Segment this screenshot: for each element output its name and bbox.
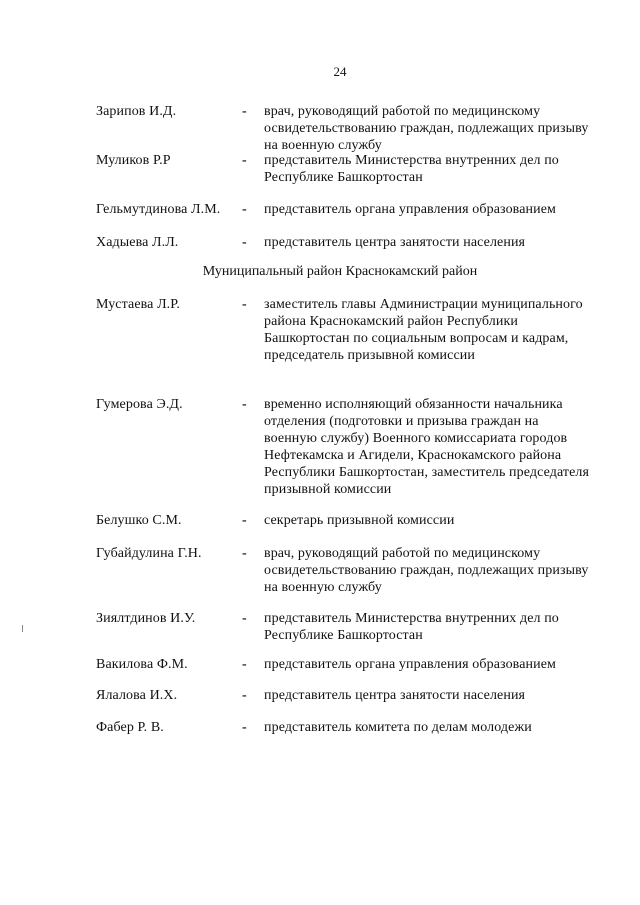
member-role: врач, руководящий работой по медицинскому освидетельствованию граждан, подлежащих призыву на военную службу xyxy=(264,546,589,595)
section-heading: Муниципальный район Краснокамский район xyxy=(202,264,478,279)
member-role: представитель Министерства внутренних дел по Республике Башкортостан xyxy=(264,153,559,185)
dash-separator: - xyxy=(242,546,247,561)
dash-separator: - xyxy=(242,104,247,119)
member-name: Муликов Р.Р xyxy=(96,153,171,168)
member-name: Гумерова Э.Д. xyxy=(96,397,183,412)
dash-separator: - xyxy=(242,235,247,250)
member-role: секретарь призывной комиссии xyxy=(264,513,455,528)
dash-separator: - xyxy=(242,720,247,735)
member-role: представитель органа управления образованием xyxy=(264,657,556,672)
dash-separator: - xyxy=(242,688,247,703)
dash-separator: - xyxy=(242,657,247,672)
member-name: Фабер Р. В. xyxy=(96,720,164,735)
member-name: Зарипов И.Д. xyxy=(96,104,177,119)
dash-separator: - xyxy=(242,397,247,412)
member-role: представитель Министерства внутренних дел по Республике Башкортостан xyxy=(264,611,559,643)
member-role: врач, руководящий работой по медицинскому освидетельствованию граждан, подлежащих призыву на военную службу xyxy=(264,104,589,153)
member-name: Мустаева Л.Р. xyxy=(96,297,181,312)
member-role: представитель центра занятости населения xyxy=(264,688,526,703)
dash-separator: - xyxy=(242,153,247,168)
member-role: представитель органа управления образованием xyxy=(264,202,556,217)
member-name: Белушко С.М. xyxy=(96,513,182,528)
dash-separator: - xyxy=(242,297,247,312)
member-role: представитель комитета по делам молодежи xyxy=(264,720,532,735)
member-name: Зиялтдинов И.У. xyxy=(96,611,196,626)
member-name: Хадыева Л.Л. xyxy=(96,235,179,250)
dash-separator: - xyxy=(242,513,247,528)
member-role: временно исполняющий обязанности начальника отделения (подготовки и призыва граждан на военную службу) Военного комиссариата городов Нефтекамска и Агидели, Краснокамского района Республики Башкортостан, заместитель председателя призывной комиссии xyxy=(264,397,590,497)
member-name: Вакилова Ф.М. xyxy=(96,657,188,672)
member-name: Ялалова И.Х. xyxy=(96,688,178,703)
member-name: Гельмутдинова Л.М. xyxy=(96,202,221,217)
dash-separator: - xyxy=(242,611,247,626)
member-role: представитель центра занятости населения xyxy=(264,235,526,250)
page-number: 24 xyxy=(333,64,347,79)
dash-separator: - xyxy=(242,202,247,217)
member-role: заместитель главы Администрации муниципального района Краснокамский район Республики Башкортостан по социальным вопросам и кадрам, председатель призывной комиссии xyxy=(264,297,583,363)
member-name: Губайдулина Г.Н. xyxy=(96,546,202,561)
scan-mark xyxy=(22,625,23,632)
